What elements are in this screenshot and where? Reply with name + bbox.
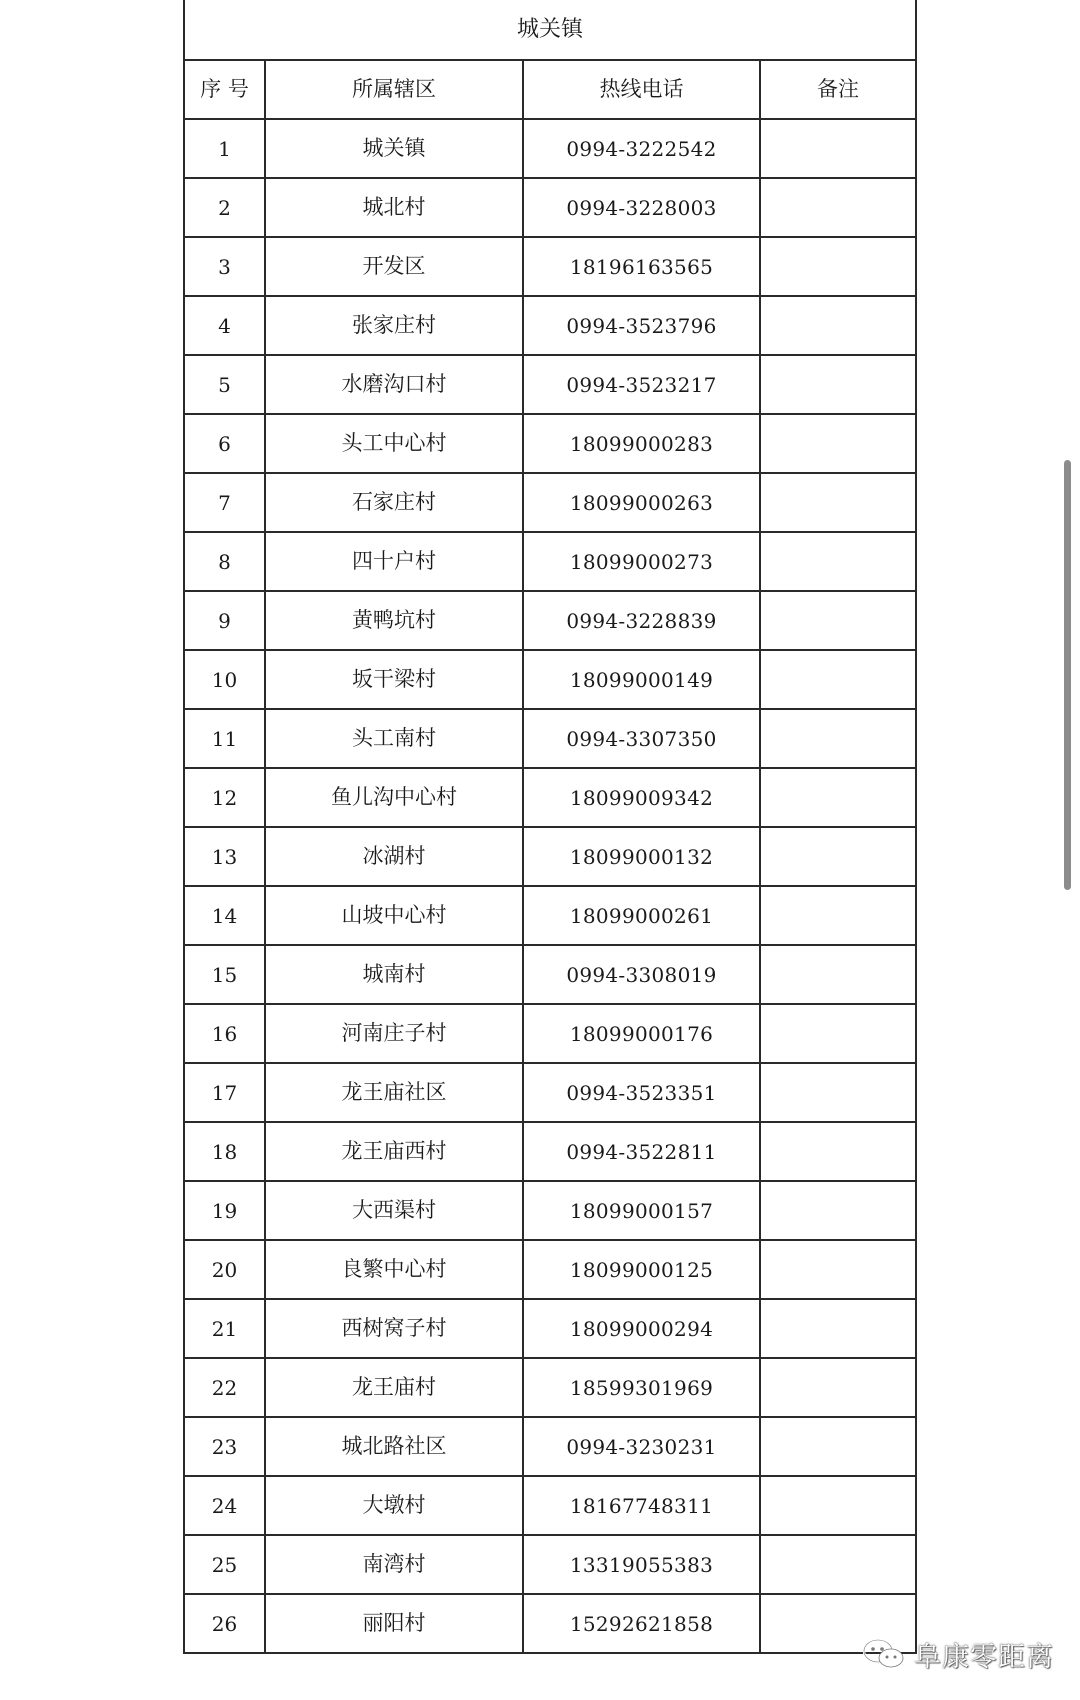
phone-cell: 18196163565 xyxy=(523,237,760,296)
note-cell xyxy=(760,1476,916,1535)
table-row xyxy=(184,1063,916,1122)
header-note: 备注 xyxy=(760,60,916,119)
note-cell xyxy=(760,591,916,650)
seq-cell: 9 xyxy=(184,591,265,650)
note-cell xyxy=(760,237,916,296)
note-cell xyxy=(760,1122,916,1181)
phone-cell: 18099000157 xyxy=(523,1181,760,1240)
note-cell xyxy=(760,119,916,178)
table-row xyxy=(184,827,916,886)
table-row xyxy=(184,709,916,768)
table-row xyxy=(184,1476,916,1535)
table-row xyxy=(184,1181,916,1240)
phone-cell: 13319055383 xyxy=(523,1535,760,1594)
table-row xyxy=(184,119,916,178)
note-cell xyxy=(760,1063,916,1122)
note-cell xyxy=(760,1299,916,1358)
phone-cell: 18099000149 xyxy=(523,650,760,709)
note-cell xyxy=(760,1004,916,1063)
seq-cell: 15 xyxy=(184,945,265,1004)
phone-cell: 18599301969 xyxy=(523,1358,760,1417)
table-title-row xyxy=(184,0,916,60)
note-cell xyxy=(760,827,916,886)
phone-cell: 18167748311 xyxy=(523,1476,760,1535)
phone-cell: 18099000261 xyxy=(523,886,760,945)
table-row xyxy=(184,473,916,532)
watermark xyxy=(860,1634,1054,1674)
phone-cell: 18099000176 xyxy=(523,1004,760,1063)
phone-cell: 18099000283 xyxy=(523,414,760,473)
phone-cell: 0994-3228003 xyxy=(523,178,760,237)
seq-cell: 17 xyxy=(184,1063,265,1122)
phone-cell: 0994-3228839 xyxy=(523,591,760,650)
seq-cell: 25 xyxy=(184,1535,265,1594)
name-cell: 冰湖村 xyxy=(265,827,523,886)
table-row xyxy=(184,178,916,237)
seq-cell: 19 xyxy=(184,1181,265,1240)
table-row xyxy=(184,1240,916,1299)
phone-cell: 18099000273 xyxy=(523,532,760,591)
note-cell xyxy=(760,414,916,473)
seq-cell: 20 xyxy=(184,1240,265,1299)
header-seq: 序 号 xyxy=(184,60,265,119)
table-row xyxy=(184,1299,916,1358)
table-row xyxy=(184,1122,916,1181)
seq-cell: 11 xyxy=(184,709,265,768)
table-row xyxy=(184,1535,916,1594)
name-cell: 丽阳村 xyxy=(265,1594,523,1653)
table-row xyxy=(184,237,916,296)
name-cell: 鱼儿沟中心村 xyxy=(265,768,523,827)
table-row xyxy=(184,886,916,945)
phone-cell: 0994-3523217 xyxy=(523,355,760,414)
seq-cell: 10 xyxy=(184,650,265,709)
name-cell: 黄鸭坑村 xyxy=(265,591,523,650)
name-cell: 山坡中心村 xyxy=(265,886,523,945)
table-row xyxy=(184,591,916,650)
name-cell: 坂干梁村 xyxy=(265,650,523,709)
phone-cell: 15292621858 xyxy=(523,1594,760,1653)
note-cell xyxy=(760,1240,916,1299)
seq-cell: 22 xyxy=(184,1358,265,1417)
name-cell: 龙王庙社区 xyxy=(265,1063,523,1122)
phone-cell: 0994-3523351 xyxy=(523,1063,760,1122)
seq-cell: 1 xyxy=(184,119,265,178)
note-cell xyxy=(760,1181,916,1240)
note-cell xyxy=(760,296,916,355)
name-cell: 城南村 xyxy=(265,945,523,1004)
note-cell xyxy=(760,709,916,768)
note-cell xyxy=(760,1417,916,1476)
seq-cell: 6 xyxy=(184,414,265,473)
seq-cell: 26 xyxy=(184,1594,265,1653)
seq-cell: 13 xyxy=(184,827,265,886)
name-cell: 南湾村 xyxy=(265,1535,523,1594)
name-cell: 龙王庙西村 xyxy=(265,1122,523,1181)
seq-cell: 16 xyxy=(184,1004,265,1063)
wechat-icon xyxy=(860,1637,908,1671)
phone-cell: 18099000132 xyxy=(523,827,760,886)
table-row xyxy=(184,355,916,414)
name-cell: 头工中心村 xyxy=(265,414,523,473)
name-cell: 龙王庙村 xyxy=(265,1358,523,1417)
phone-cell: 0994-3222542 xyxy=(523,119,760,178)
table-header-row xyxy=(184,60,916,119)
name-cell: 城北路社区 xyxy=(265,1417,523,1476)
table-title: 城关镇 xyxy=(184,0,916,60)
seq-cell: 14 xyxy=(184,886,265,945)
table-row xyxy=(184,1358,916,1417)
note-cell xyxy=(760,768,916,827)
name-cell: 河南庄子村 xyxy=(265,1004,523,1063)
name-cell: 西树窝子村 xyxy=(265,1299,523,1358)
name-cell: 城关镇 xyxy=(265,119,523,178)
seq-cell: 5 xyxy=(184,355,265,414)
phone-cell: 0994-3308019 xyxy=(523,945,760,1004)
phone-cell: 0994-3230231 xyxy=(523,1417,760,1476)
seq-cell: 2 xyxy=(184,178,265,237)
table-row xyxy=(184,1417,916,1476)
table-row xyxy=(184,945,916,1004)
header-phone: 热线电话 xyxy=(523,60,760,119)
table-row xyxy=(184,1004,916,1063)
note-cell xyxy=(760,178,916,237)
header-area: 所属辖区 xyxy=(265,60,523,119)
phone-cell: 18099000263 xyxy=(523,473,760,532)
note-cell xyxy=(760,1358,916,1417)
note-cell xyxy=(760,650,916,709)
note-cell xyxy=(760,886,916,945)
note-cell xyxy=(760,532,916,591)
phone-cell: 18099000125 xyxy=(523,1240,760,1299)
seq-cell: 18 xyxy=(184,1122,265,1181)
seq-cell: 3 xyxy=(184,237,265,296)
phone-cell: 18099000294 xyxy=(523,1299,760,1358)
seq-cell: 24 xyxy=(184,1476,265,1535)
seq-cell: 4 xyxy=(184,296,265,355)
note-cell xyxy=(760,355,916,414)
name-cell: 张家庄村 xyxy=(265,296,523,355)
table-row xyxy=(184,1594,916,1653)
phone-cell: 0994-3307350 xyxy=(523,709,760,768)
name-cell: 大墩村 xyxy=(265,1476,523,1535)
name-cell: 大西渠村 xyxy=(265,1181,523,1240)
watermark-text: 阜康零距离 xyxy=(914,1641,1054,1673)
table-row xyxy=(184,296,916,355)
phone-cell: 0994-3522811 xyxy=(523,1122,760,1181)
name-cell: 水磨沟口村 xyxy=(265,355,523,414)
seq-cell: 23 xyxy=(184,1417,265,1476)
seq-cell: 12 xyxy=(184,768,265,827)
name-cell: 开发区 xyxy=(265,237,523,296)
note-cell xyxy=(760,1535,916,1594)
phone-cell: 0994-3523796 xyxy=(523,296,760,355)
name-cell: 城北村 xyxy=(265,178,523,237)
table-row xyxy=(184,532,916,591)
hotline-table xyxy=(183,0,917,1654)
seq-cell: 8 xyxy=(184,532,265,591)
name-cell: 良繁中心村 xyxy=(265,1240,523,1299)
table-row xyxy=(184,768,916,827)
table-row xyxy=(184,414,916,473)
seq-cell: 21 xyxy=(184,1299,265,1358)
name-cell: 石家庄村 xyxy=(265,473,523,532)
note-cell xyxy=(760,473,916,532)
name-cell: 头工南村 xyxy=(265,709,523,768)
scrollbar[interactable] xyxy=(1064,460,1071,890)
name-cell: 四十户村 xyxy=(265,532,523,591)
seq-cell: 7 xyxy=(184,473,265,532)
phone-cell: 18099009342 xyxy=(523,768,760,827)
table-row xyxy=(184,650,916,709)
note-cell xyxy=(760,945,916,1004)
